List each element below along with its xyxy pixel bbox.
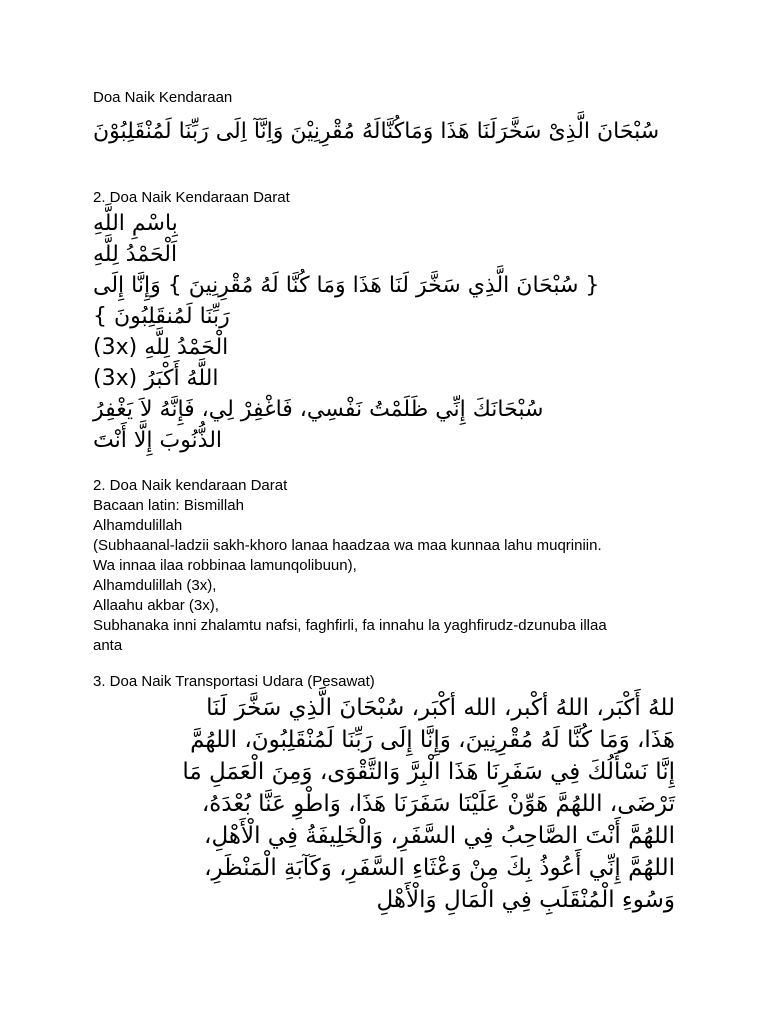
section1-arabic-text: سُبْحَانَ الَّذِىْ سَخَّرَلَنَا هَذَا وَمَاكُنَّالَهُ مُقْرِنِيْنَ وَاِنَّآ اِلَى رَبِّنَا لَمُنْقَلِبُوْنَ — [93, 119, 660, 144]
arabic-line: الْحَمْدُ لِلَّهِ (3x) — [93, 335, 229, 360]
arabic-line: سُبْحَانَكَ إِنِّي ظَلَمْتُ نَفْسِي، فَاغْفِرْ لِي، فَإِنَّهُ لاَ يَغْفِرُ — [93, 397, 544, 422]
latin-line: Alhamdulillah — [93, 517, 183, 534]
arabic-line: للهُ أَكْبَر، اللهُ أكْبر، الله أكْبَر، سُبْحَانَ الَّذِي سَخَّرَ لَنَا — [206, 695, 675, 721]
arabic-line: رَبِّنَا لَمُنقَلِبُونَ } — [93, 304, 230, 329]
section1-title: Doa Naik Kendaraan — [93, 89, 233, 106]
latin-line: anta — [93, 637, 123, 654]
section2-arabic-block — [93, 208, 675, 456]
latin-line: Bacaan latin: Bismillah — [93, 497, 244, 514]
section3-title: 3. Doa Naik Transportasi Udara (Pesawat) — [93, 673, 375, 690]
arabic-line: { سُبْحَانَ الَّذِي سَخَّرَ لَنَا هَذَا وَمَا كُنَّا لَهُ مُقْرِنِينَ } وَإِنَّا إِلَى — [93, 273, 600, 298]
arabic-line: اللهُمَّ أَنْتَ الصَّاحِبُ فِي السَّفَرِ، وَالْخَلِيفَةُ فِي الْأَهْلِ، — [204, 823, 675, 849]
arabic-line: الذُّنُوبَ إِلَّا أَنْتَ — [93, 428, 223, 453]
arabic-line: اللهُمَّ إِنِّي أَعُوذُ بِكَ مِنْ وَعْثَاءِ السَّفَرِ، وَكَآبَةِ الْمَنْظَرِ، — [204, 855, 675, 881]
arabic-line: إِنَّا نَسْأَلُكَ فِي سَفَرِنَا هَذَا الْبِرَّ وَالتَّقْوَى، وَمِنَ الْعَمَلِ مَا — [182, 759, 675, 785]
latin-line: Alhamdulillah (3x), — [93, 577, 217, 594]
section2b-title: 2. Doa Naik kendaraan Darat — [93, 477, 288, 494]
arabic-line: تَرْضَى، اللهُمَّ هَوِّنْ عَلَيْنَا سَفَرَنَا هَذَا، وَاطْوِ عَنَّا بُعْدَهُ، — [201, 791, 675, 817]
section2-title: 2. Doa Naik Kendaraan Darat — [93, 189, 290, 206]
arabic-line: بِاسْمِ اللَّهِ — [93, 211, 178, 236]
latin-line: (Subhaanal-ladzii sakh-khoro lanaa haadzaa wa maa kunnaa lahu muqriniin. — [93, 537, 602, 554]
latin-line: Subhanaka inni zhalamtu nafsi, faghfirli, fa innahu la yaghfirudz-dzunuba illaa — [93, 617, 607, 634]
arabic-line: هَذَا، وَمَا كُنَّا لَهُ مُقْرِنِينَ، وَإِنَّا إِلَى رَبِّنَا لَمُنْقَلِبُونَ، اللهُمَّ — [190, 727, 675, 753]
latin-line: Wa innaa ilaa robbinaa lamunqolibuun), — [93, 557, 357, 574]
latin-line: Allaahu akbar (3x), — [93, 597, 219, 614]
section3-arabic-block — [93, 692, 675, 916]
arabic-line: اللَّهُ أَكْبَرُ (3x) — [93, 366, 219, 391]
arabic-line: وَسُوءِ الْمُنْقَلَبِ فِي الْمَالِ وَالْأَهْلِ — [376, 887, 675, 913]
section2-latin-block — [93, 476, 675, 656]
arabic-line: اَلْحَمْدُ لِلَّهِ — [93, 242, 178, 267]
